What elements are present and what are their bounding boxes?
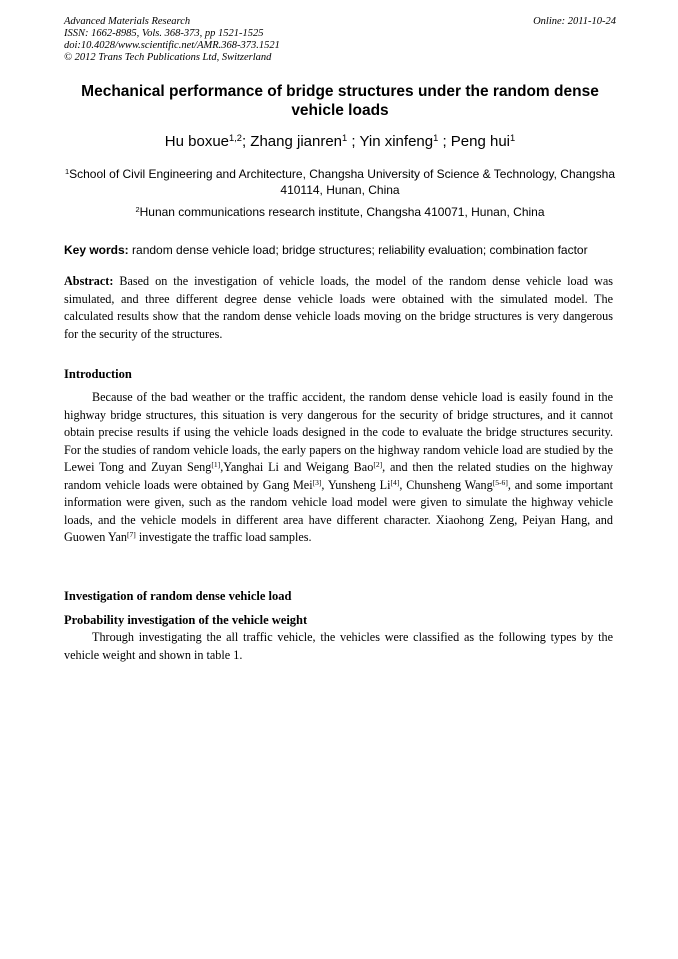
intro-text: ,Yanghai Li and Weigang Bao bbox=[220, 460, 374, 474]
author-list bbox=[64, 132, 616, 152]
online-date: Online: 2011-10-24 bbox=[533, 16, 616, 27]
intro-text: investigate the traffic load samples. bbox=[135, 530, 312, 544]
author-name: Hu boxue bbox=[164, 133, 230, 150]
abstract-text: Based on the investigation of vehicle loads, the model of the random dense vehicle load was simulated, and three different degree dense vehicle loads were obtained with the simulated model. The calculated results show that the random dense vehicle loads moving on the bridge structures is very dangerous for the security of the structures. bbox=[64, 274, 613, 341]
author-separator: ; bbox=[347, 133, 360, 150]
citation-ref: [2] bbox=[373, 459, 383, 469]
section-heading-investigation: Investigation of random dense vehicle load bbox=[64, 589, 292, 603]
author-affil-sup: 1 bbox=[510, 132, 516, 143]
subsection-heading-probability: Probability investigation of the vehicle weight bbox=[64, 613, 308, 627]
introduction-paragraph bbox=[64, 389, 613, 547]
intro-text: , Yunsheng Li bbox=[321, 477, 391, 492]
keywords-label: Key words: bbox=[64, 243, 129, 257]
citation-ref: [7] bbox=[126, 529, 136, 539]
affiliation-text: Hunan communications research institute, Changsha 410071, Hunan, China bbox=[139, 205, 545, 219]
author-name: Yin xinfeng bbox=[359, 133, 434, 150]
author-name: Peng hui bbox=[450, 133, 511, 150]
probability-paragraph: Through investigating the all traffic vehicle, the vehicles were classified as the following types by the vehicle weight and shown in table 1. bbox=[64, 630, 613, 662]
intro-text: , and then the related studies on the highway random vehicle loads were obtained by Gang Mei bbox=[64, 460, 614, 492]
affiliation-sup: 1 bbox=[64, 166, 70, 176]
paper-title: Mechanical performance of bridge structures under the random dense vehicle loads bbox=[81, 83, 599, 119]
affiliation-text: School of Civil Engineering and Architecture, Changsha University of Science & Technology, Changsha 410114, Hunan, China bbox=[69, 167, 615, 197]
abstract-label: Abstract: bbox=[64, 274, 114, 288]
issn-line: ISSN: 1662-8985, Vols. 368-373, pp 1521-1525 bbox=[64, 28, 264, 39]
author-affil-sup: 1 bbox=[433, 132, 439, 143]
citation-ref: [3] bbox=[312, 477, 322, 487]
author-separator: ; bbox=[438, 133, 451, 150]
author-affil-sup: 1 bbox=[342, 132, 348, 143]
author-affil-sup: 1,2 bbox=[229, 132, 242, 143]
author-separator: ; bbox=[241, 133, 251, 150]
citation-ref: [4] bbox=[390, 477, 400, 487]
affiliation-2 bbox=[64, 204, 616, 220]
abstract bbox=[64, 273, 613, 343]
citation-ref: [5-6] bbox=[492, 477, 508, 487]
affiliation-sup: 2 bbox=[135, 204, 140, 214]
copyright-line: © 2012 Trans Tech Publications Ltd, Switzerland bbox=[64, 52, 272, 63]
affiliation-1 bbox=[64, 166, 616, 198]
keywords-text: random dense vehicle load; bridge structures; reliability evaluation; combination factor bbox=[128, 243, 588, 257]
section-heading-introduction: Introduction bbox=[64, 367, 132, 381]
citation-ref: [1] bbox=[211, 459, 221, 469]
intro-text: , Chunsheng Wang bbox=[399, 477, 493, 492]
author-name: Zhang jianren bbox=[250, 133, 343, 150]
intro-text: , and some important information were given, such as the random vehicle load model were given to simulate the highway vehicle loads, and the vehicle models in different area have different character. Xiaohong Zeng, Peiyan Hang, and Guowen Yan bbox=[64, 477, 614, 544]
journal-header bbox=[64, 16, 616, 64]
keywords bbox=[64, 242, 624, 258]
journal-name: Advanced Materials Research bbox=[64, 16, 191, 27]
intro-text: Because of the bad weather or the traffic accident, the random dense vehicle load is easily found in the highway bridge structures, this situation is very dangerous for the security of bridge structures, and it cannot obtain precise results if using the vehicle loads designed in the code to evaluate the bridge structures security. For the studies of random vehicle loads, the early papers on the highway random vehicle load are studied by the Lewei Tong and Zuyan Seng bbox=[64, 390, 613, 474]
doi-line: doi:10.4028/www.scientific.net/AMR.368-373.1521 bbox=[64, 40, 280, 51]
